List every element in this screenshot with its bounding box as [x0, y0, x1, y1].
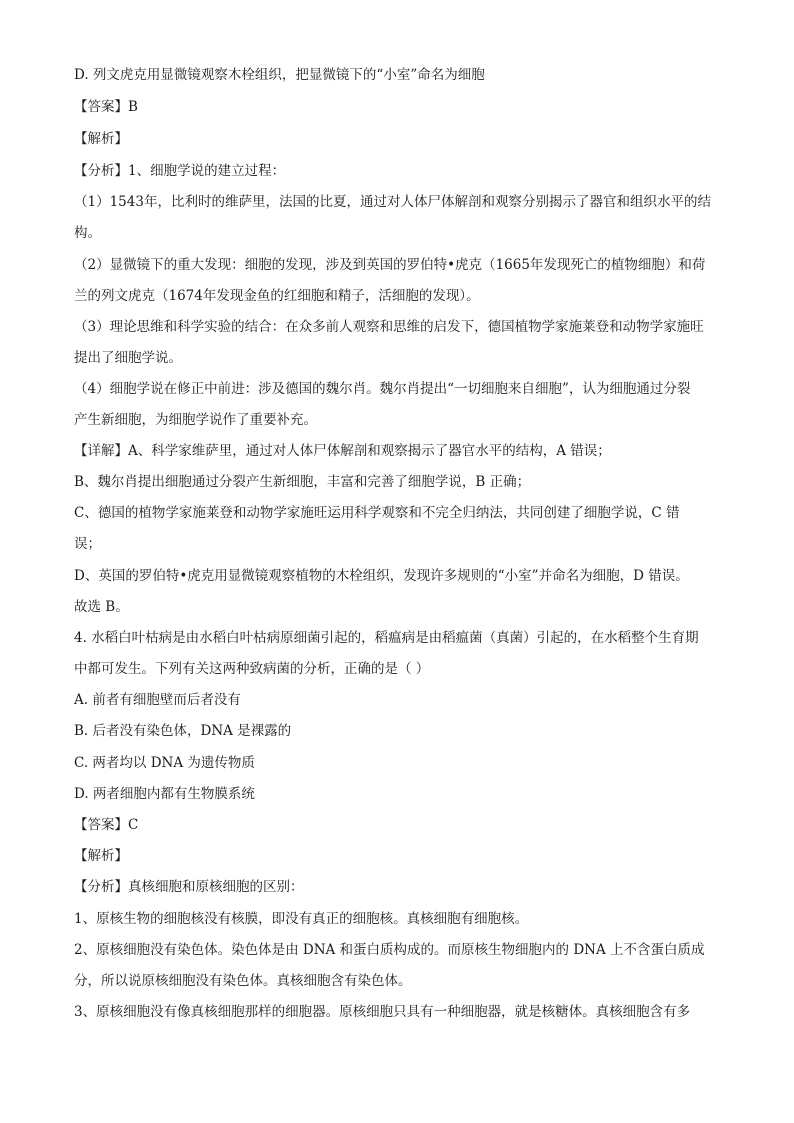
answer-label-q4: 【答案】C [74, 817, 139, 833]
detail-b: B、魏尔肖提出细胞通过分裂产生新细胞，丰富和完善了细胞学说，B 正确； [74, 474, 531, 490]
analysis-point-4-cont: 产生新细胞，为细胞学说作了重要补充。 [74, 412, 317, 428]
question-4-stem: 4. 水稻白叶枯病是由水稻白叶枯病原细菌引起的，稻瘟病是由稻瘟菌（真菌）引起的，在水稻整个生育期 [74, 630, 699, 646]
analysis-heading: 【分析】1、细胞学说的建立过程： [74, 163, 286, 179]
analysis-point-3-cont: 提出了细胞学说。 [74, 350, 182, 366]
difference-2-cont: 分，所以说原核细胞没有染色体。真核细胞含有染色体。 [74, 973, 412, 989]
question-4-stem-cont: 中都可发生。下列有关这两种致病菌的分析，正确的是（ ） [74, 661, 430, 677]
analysis-point-1: （1）1543年，比利时的维萨里，法国的比夏，通过对人体尸体解剖和观察分别揭示了器官和组织水平的结 [74, 194, 711, 210]
detail-c-cont: 误； [74, 536, 101, 552]
analysis-point-1-cont: 构。 [74, 225, 101, 241]
analysis-point-4: （4）细胞学说在修正中前进：涉及德国的魏尔肖。魏尔肖提出“一切细胞来自细胞”，认为细胞通过分裂 [74, 381, 691, 397]
difference-1: 1、原核生物的细胞核没有核膜，即没有真正的细胞核。真核细胞有细胞核。 [74, 911, 529, 927]
option-b: B. 后者没有染色体，DNA 是裸露的 [74, 723, 292, 739]
analysis-point-3: （3）理论思维和科学实验的结合：在众多前人观察和思维的启发下，德国植物学家施莱登和动物学家施旺 [74, 319, 704, 335]
analysis-label-q4: 【解析】 [74, 848, 128, 864]
detail-c: C、德国的植物学家施莱登和动物学家施旺运用科学观察和不完全归纳法，共同创建了细胞学说，C 错 [74, 505, 680, 521]
analysis-point-2: （2）显微镜下的重大发现：细胞的发现，涉及到英国的罗伯特•虎克（1665年发现死亡的植物细胞）和荷 [74, 257, 706, 273]
difference-2: 2、原核细胞没有染色体。染色体是由 DNA 和蛋白质构成的。而原核生物细胞内的 DNA 上不含蛋白质成 [74, 942, 705, 958]
difference-3: 3、原核细胞没有像真核细胞那样的细胞器。原核细胞只具有一种细胞器，就是核糖体。真核细胞含有多 [74, 1004, 691, 1020]
analysis-label: 【解析】 [74, 131, 128, 147]
option-d: D. 两者细胞内都有生物膜系统 [74, 786, 255, 802]
detail-a: 【详解】A、科学家维萨里，通过对人体尸体解剖和观察揭示了器官水平的结构，A 错误； [74, 443, 611, 459]
option-a: A. 前者有细胞壁而后者没有 [74, 692, 241, 708]
detail-d: D、英国的罗伯特•虎克用显微镜观察植物的木栓组织，发现许多规则的“小室”并命名为细胞，D 错误。 [74, 568, 689, 584]
choice-conclusion: 故选 B。 [74, 599, 129, 615]
option-c: C. 两者均以 DNA 为遗传物质 [74, 755, 255, 771]
option-d-previous-question: D. 列文虎克用显微镜观察木栓组织，把显微镜下的“小室”命名为细胞 [74, 67, 485, 83]
analysis-point-2-cont: 兰的列文虎克（1674年发现金鱼的红细胞和精子，活细胞的发现）。 [74, 288, 480, 304]
analysis-heading-q4: 【分析】真核细胞和原核细胞的区别： [74, 879, 304, 895]
answer-label: 【答案】B [74, 99, 138, 115]
